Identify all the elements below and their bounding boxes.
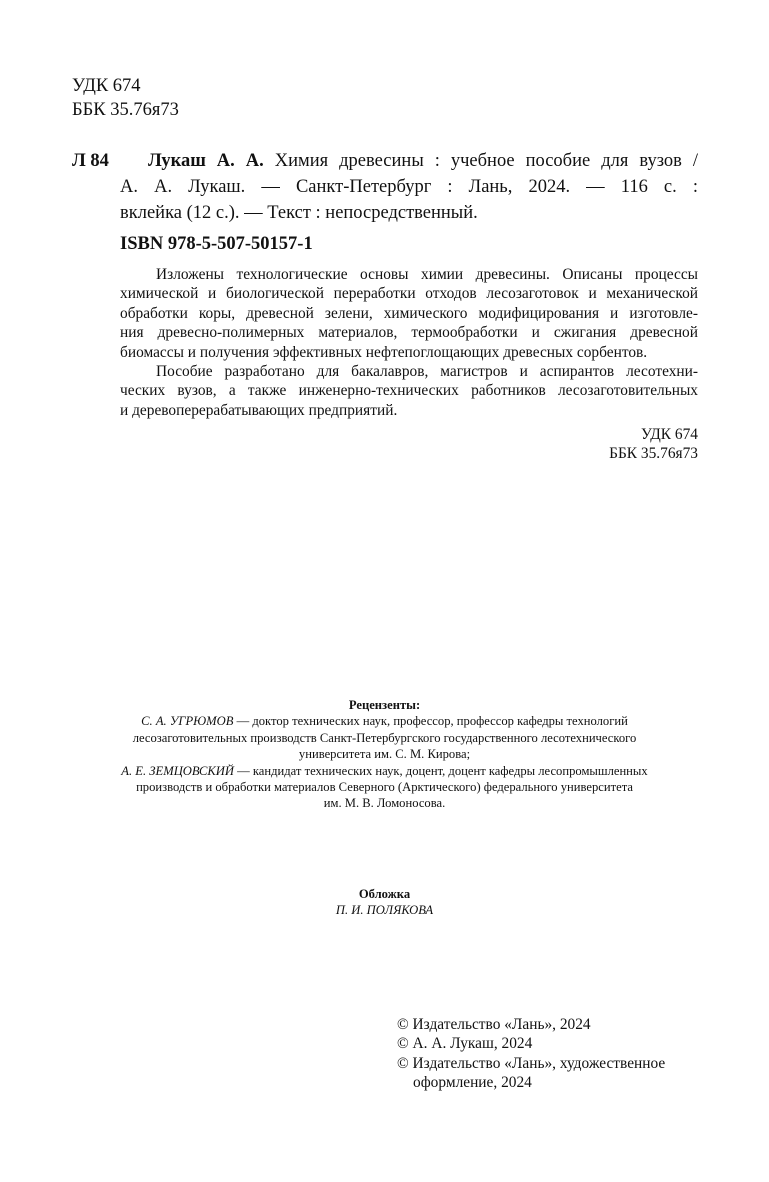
cover-designer: П. И. ПОЛЯКОВА	[335, 903, 434, 918]
reviewers-heading: Рецензенты:	[348, 698, 421, 712]
copyright-line: © Издательство «Лань», художественное	[397, 1054, 666, 1072]
author-name: Лукаш А. А.	[148, 151, 264, 171]
annotation	[120, 265, 698, 420]
author-mark: Л 84	[72, 151, 109, 171]
cover-heading: Обложка	[358, 887, 411, 901]
cover-credit	[40, 886, 729, 919]
reviewer-2-line-3: им. М. В. Ломоносова.	[323, 796, 446, 811]
annotation-line: ческих вузов, а также инженерно-технических работников лесозаготовительных	[120, 382, 698, 400]
classification-codes-right	[609, 425, 698, 463]
reviewer-2-line-2: производств и обработки материалов Северного (Арктического) федерального университета	[136, 780, 633, 795]
reviewer-2-name: А. Е. ЗЕМЦОВСКИЙ	[121, 763, 234, 778]
reviewer-1-title: — доктор технических наук, профессор, профессор кафедры технологий	[233, 714, 628, 729]
entry-line-2: А. А. Лукаш. — Санкт-Петербург : Лань, 2024. — 116 с. :	[120, 177, 698, 197]
copyright-block	[397, 1015, 665, 1092]
reviewer-2-title: — кандидат технических наук, доцент, доцент кафедры лесопромышленных	[233, 763, 648, 778]
annotation-line: химической и биологической переработки отходов лесозаготовок и механической	[120, 285, 698, 303]
annotation-line: и деревоперерабатывающих предприятий.	[120, 401, 398, 419]
entry-line-1	[148, 148, 698, 174]
title-text: Химия древесины : учебное пособие для вузов /	[263, 151, 699, 171]
reviewer-2-line-1	[40, 763, 729, 779]
classification-codes	[72, 74, 179, 122]
isbn: ISBN 978-5-507-50157-1	[120, 234, 313, 254]
annotation-line: ния древесно-полимерных материалов, термообработки и сжигания древесной	[120, 324, 698, 342]
reviewer-1-name: С. А. УГРЮМОВ	[141, 714, 234, 729]
udk-code: УДК 674	[72, 76, 141, 96]
entry-line-3: вклейка (12 с.). — Текст : непосредственный.	[120, 203, 478, 223]
reviewer-1-line-1	[40, 713, 729, 729]
annotation-line: обработки коры, древесной зелени, химического модифицирования и изготовле-	[120, 304, 698, 322]
bbk-code-right: ББК 35.76я73	[609, 445, 698, 462]
annotation-line: биомассы и получения эффективных нефтепоглощающих древесных сорбентов.	[120, 343, 648, 361]
annotation-line: Изложены технологические основы химии древесины. Описаны процессы	[156, 266, 698, 283]
annotation-line: Пособие разработано для бакалавров, магистров и аспирантов лесотехни-	[156, 363, 698, 381]
copyright-line: © А. А. Лукаш, 2024	[397, 1035, 533, 1053]
bbk-code: ББК 35.76я73	[72, 100, 179, 120]
reviewer-1-line-2: лесозаготовительных производств Санкт-Петербургского государственного лесотехнического	[132, 730, 637, 745]
reviewers-block	[40, 697, 729, 812]
copyright-line: © Издательство «Лань», 2024	[397, 1016, 591, 1033]
reviewer-1-line-3: университета им. С. М. Кирова;	[298, 747, 471, 762]
udk-code-right: УДК 674	[640, 426, 698, 443]
copyright-line: оформление, 2024	[413, 1073, 532, 1091]
